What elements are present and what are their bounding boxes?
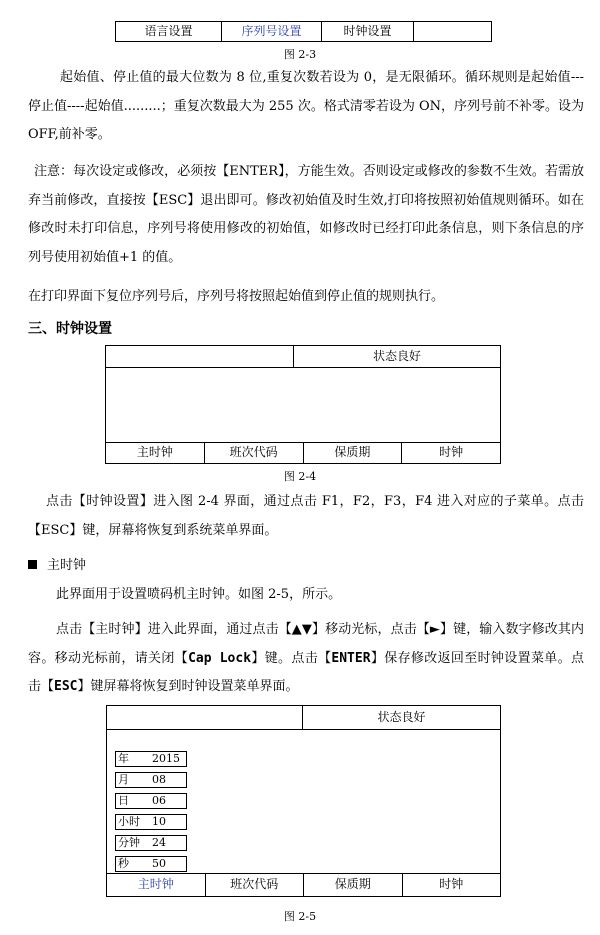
status-label: 状态良好	[293, 346, 500, 367]
bullet-heading	[28, 554, 86, 573]
caption-fig-2-4: 图 2-4	[283, 470, 317, 483]
function-key-bar	[107, 873, 500, 896]
screen-top-bar	[106, 346, 500, 368]
fkey-main-clock[interactable]: 主时钟	[106, 443, 205, 463]
bullet-square-icon	[28, 560, 37, 569]
menu-cell-clock[interactable]: 时钟设置	[322, 22, 414, 41]
caption-fig-2-5: 图 2-5	[283, 910, 317, 923]
status-label: 状态良好	[302, 706, 500, 729]
paragraph-reset: 在打印界面下复位序列号后，序列号将按照起始值到停止值的规则执行。	[28, 289, 445, 304]
menu-cell-serial-number[interactable]: 序列号设置	[222, 22, 322, 41]
caption-fig-2-3: 图 2-3	[283, 48, 317, 61]
fkey-shelf-life[interactable]: 保质期	[304, 443, 403, 463]
key-cap-lock: Cap Lock	[188, 650, 252, 666]
fkey-clock[interactable]: 时钟	[439, 445, 464, 459]
key-enter: ENTER	[331, 650, 371, 666]
field-year[interactable]: 年 2015	[115, 751, 187, 767]
field-hour[interactable]: 小时 10	[115, 814, 187, 830]
fkey-shelf-life[interactable]: 保质期	[304, 874, 403, 896]
key-esc: ESC	[54, 679, 78, 694]
field-second[interactable]: 秒 50	[115, 856, 187, 872]
fkey-shift-code[interactable]: 班次代码	[205, 443, 304, 463]
clock-settings-screen	[105, 345, 501, 464]
paragraph-serial-rules: 起始值、停止值的最大位数为 8 位,重复次数若设为 0，是无限循环。循环规则是起始值---停止值----起始值.........；重复次数最大为 255 次。格式清零若设为 ON，序列号前不补零。设为 OFF,前补零。	[28, 70, 585, 142]
bullet-heading-text: 主时钟	[47, 558, 87, 573]
fkey-main-clock[interactable]: 主时钟	[107, 874, 206, 896]
menu-cell-language[interactable]: 语言设置	[116, 22, 222, 41]
field-day[interactable]: 日 06	[115, 793, 187, 809]
field-month[interactable]: 月 08	[115, 772, 187, 788]
field-minute[interactable]: 分钟 24	[115, 835, 187, 851]
menu-cell-empty	[414, 22, 491, 41]
section-heading: 三、时钟设置	[28, 321, 112, 337]
function-key-bar	[106, 442, 500, 463]
paragraph-main-clock-usage: 点击【主时钟】进入此界面，通过点击【▲▼】移动光标，点击【►】键，输入数字修改其内容。移动光标前，请关闭【Cap Lock】键。点击【ENTER】保存修改返回至时钟设置菜单。点击【ESC】键屏幕将恢复到时钟设置菜单界面。	[28, 622, 584, 694]
main-clock-screen	[106, 705, 501, 897]
menu-table	[115, 21, 492, 42]
fkey-clock[interactable]: 时钟	[439, 877, 464, 891]
fkey-shift-code[interactable]: 班次代码	[206, 874, 305, 896]
paragraph-clock-menu: 点击【时钟设置】进入图 2-4 界面，通过点击 F1，F2，F3，F4 进入对应的子菜单。点击【ESC】键，屏幕将恢复到系统菜单界面。	[28, 494, 584, 538]
paragraph-note: 注意：每次设定或修改，必须按【ENTER】，方能生效。否则设定或修改的参数不生效。若需放弃当前修改，直接按【ESC】退出即可。修改初始值及时生效,打印将按照初始值规则循环。如在修改时未打印信息，序列号将使用修改的初始值，如修改时已经打印此条信息，则下条信息的序列号使用初始值+1 的值。	[28, 164, 584, 265]
screen-top-bar	[107, 706, 500, 730]
paragraph-main-clock-intro: 此界面用于设置喷码机主时钟。如图 2-5，所示。	[56, 587, 342, 602]
